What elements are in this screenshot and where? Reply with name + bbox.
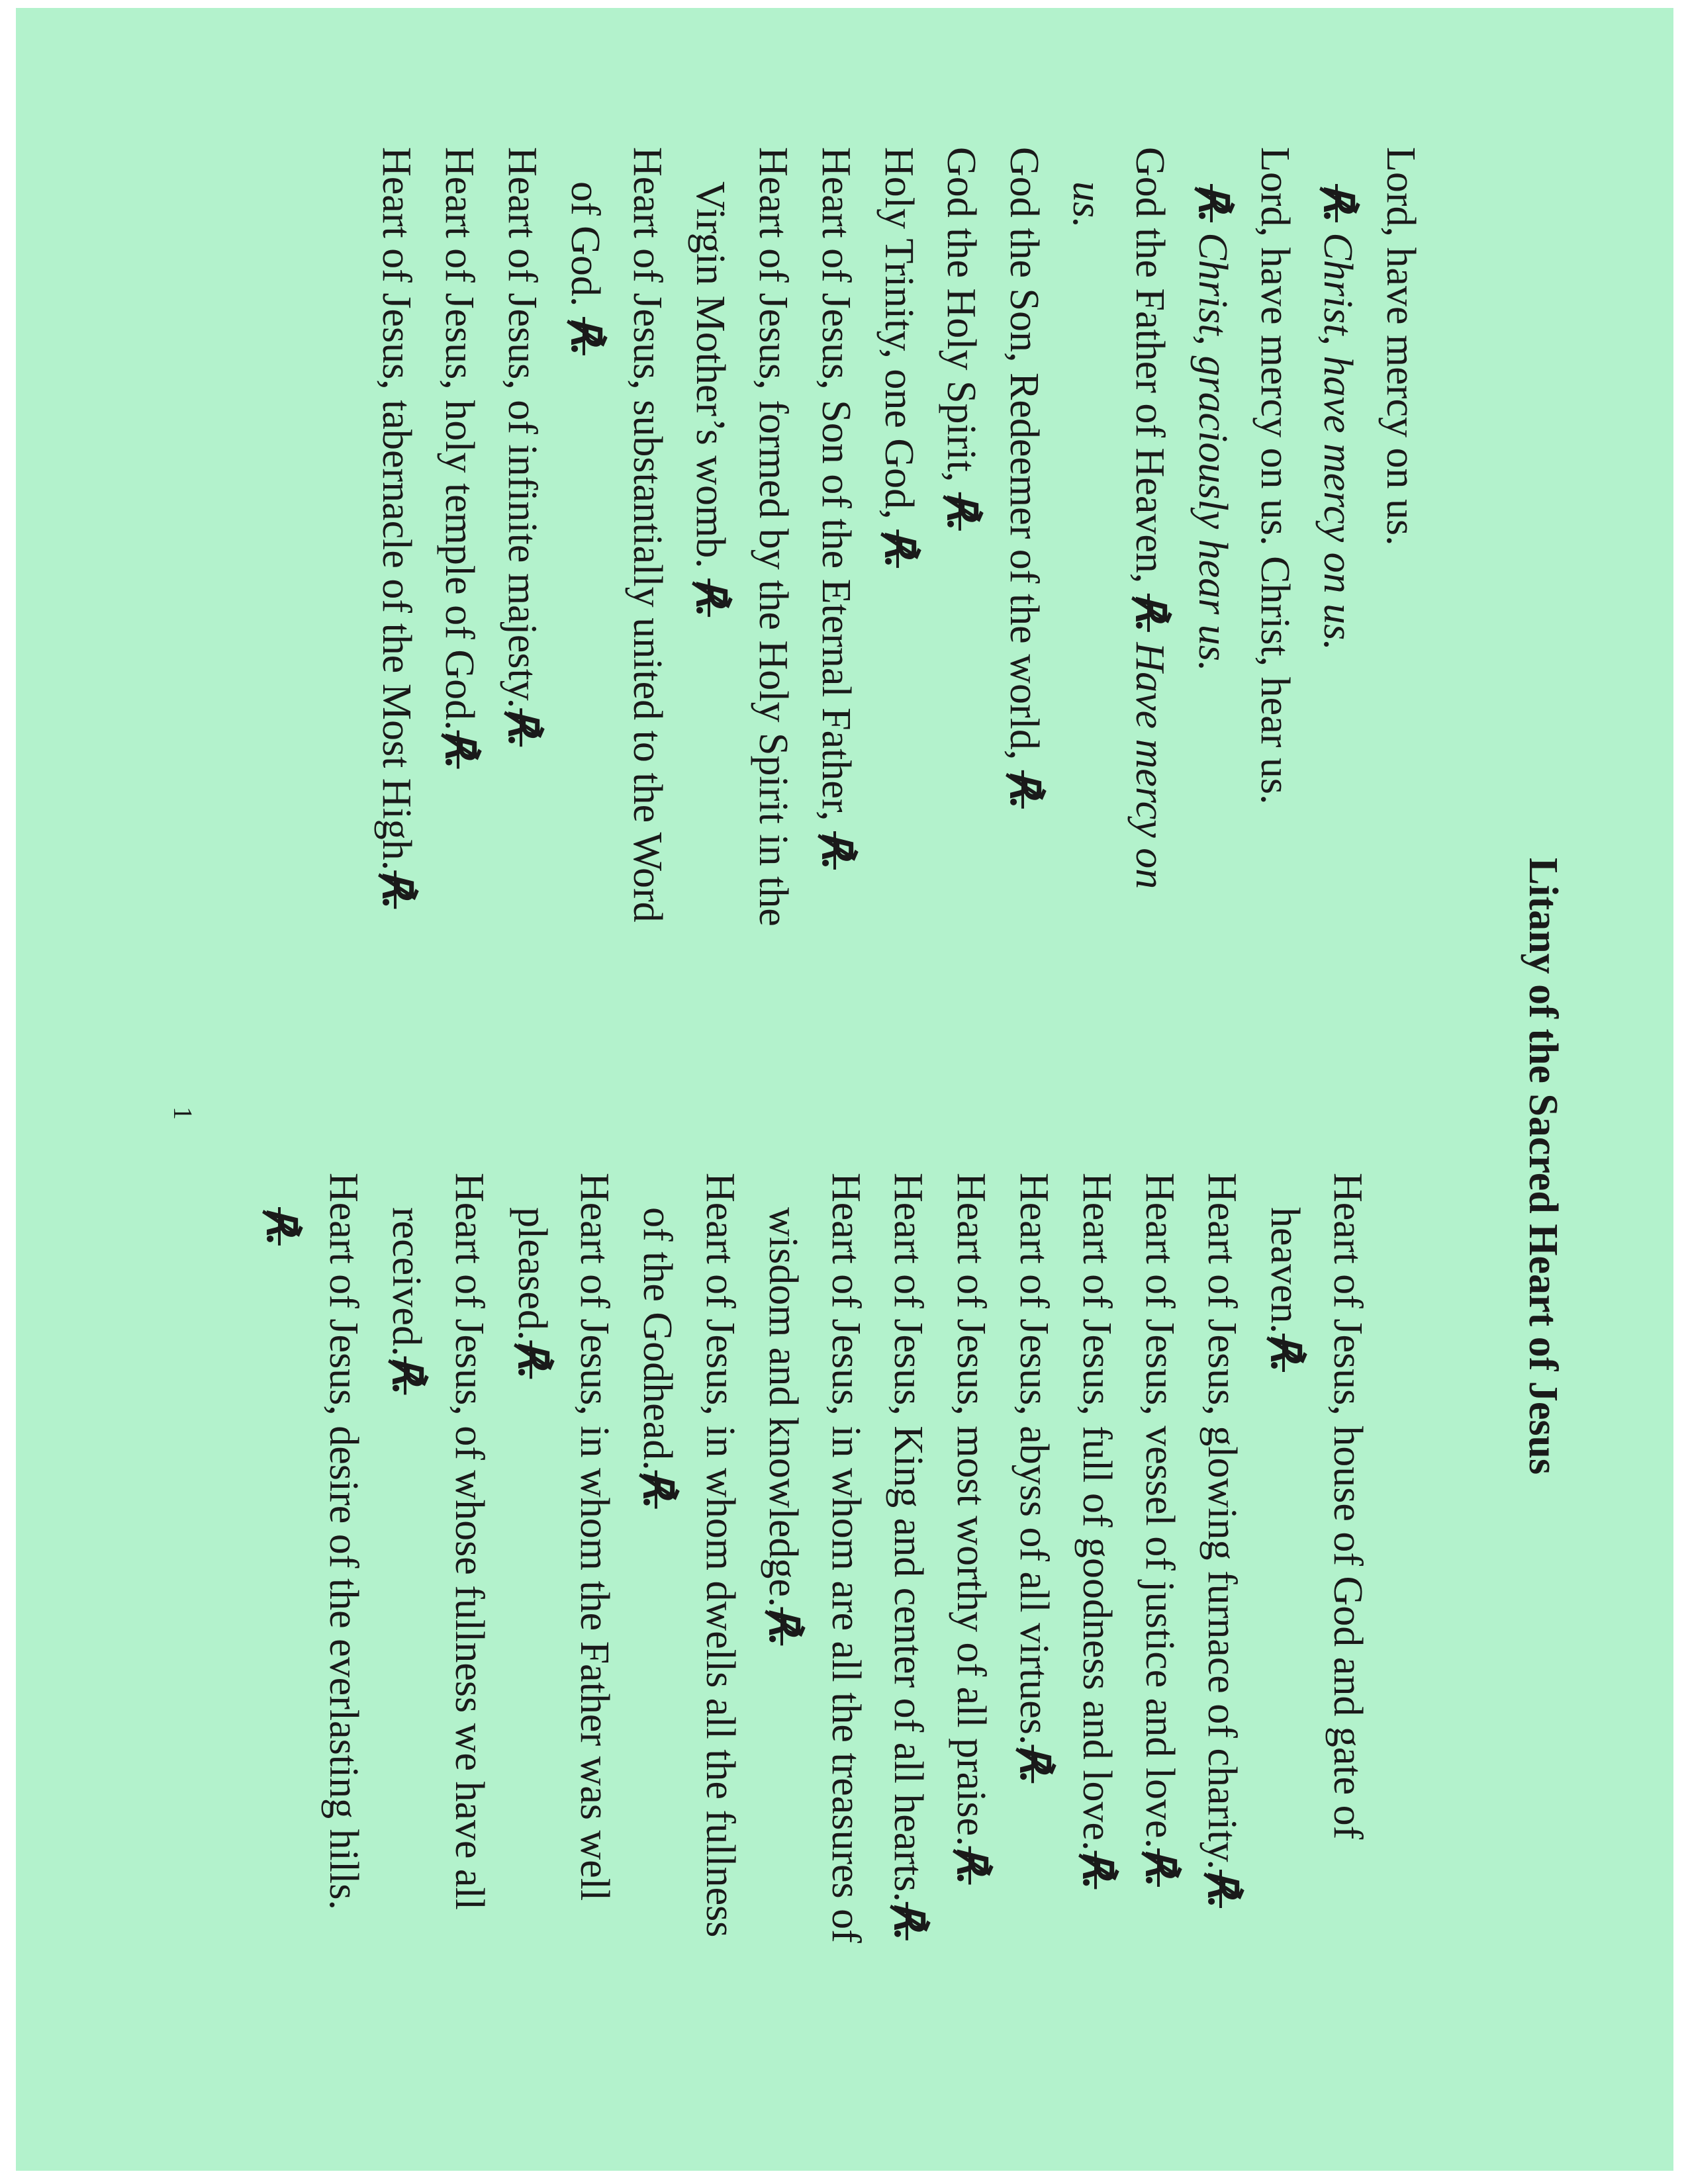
litany-line	[312, 1173, 375, 2099]
litany-line	[939, 1173, 1002, 2099]
response-mark: ℟.	[1262, 1334, 1308, 1372]
litany-line	[1181, 147, 1244, 1126]
litany-line	[688, 1173, 751, 2099]
line-text: Heart of Jesus, holy temple of God.	[437, 147, 483, 731]
line-text: Heart of Jesus, substantially united to the Word	[625, 147, 671, 923]
response-mark: ℟.	[813, 831, 859, 870]
line-text: wisdom and knowledge.	[760, 1207, 806, 1608]
litany-line	[877, 1173, 940, 2099]
litany-line	[438, 1173, 500, 2099]
litany-line	[1065, 1173, 1128, 2099]
line-text: received.	[384, 1207, 430, 1357]
litany-line	[616, 147, 679, 1126]
line-text: Holy Trinity, one God,	[876, 147, 921, 520]
line-text: Heart of Jesus, in whom dwells all the fullness	[698, 1173, 743, 1938]
response-mark: ℟.	[1315, 184, 1361, 222]
response-mark: ℟.	[1127, 593, 1172, 632]
litany-line	[992, 147, 1055, 1126]
response-mark: ℟.	[1011, 1745, 1057, 1784]
response-mark: ℟.	[939, 492, 984, 531]
response-mark: ℟.	[562, 316, 608, 355]
left-column	[365, 147, 1432, 1126]
response-mark: ℟.	[258, 1207, 304, 1246]
response-mark: ℟.	[384, 1356, 430, 1395]
litany-line	[751, 1173, 814, 2099]
response-mark: ℟.	[1199, 1870, 1245, 1908]
line-text: of the Godhead.	[635, 1207, 680, 1471]
page-title: Litany of the Sacred Heart of Jesus	[1521, 857, 1566, 1475]
response-mark: ℟.	[949, 1846, 994, 1885]
response-mark: ℟.	[1190, 184, 1235, 222]
line-text: Heart of Jesus, glowing furnace of charity.	[1199, 1173, 1245, 1870]
page-number: 1	[168, 1107, 198, 1120]
litany-line	[1191, 1173, 1254, 2099]
litany-line	[679, 147, 741, 1126]
response-mark: ℟.	[1137, 1848, 1182, 1887]
line-text: God the Son, Redeemer of the world,	[1002, 147, 1047, 760]
response-text: Have mercy on	[1127, 642, 1172, 889]
line-text: Heart of Jesus, house of God and gate of	[1325, 1173, 1370, 1840]
litany-line	[1244, 147, 1307, 1126]
litany-line	[867, 147, 930, 1126]
litany-line	[1055, 147, 1118, 1126]
response-text: Christ, have mercy on us.	[1315, 232, 1361, 651]
response-mark: ℟.	[688, 578, 733, 617]
litany-line	[1118, 147, 1181, 1126]
line-text: God the Holy Spirit,	[939, 147, 984, 482]
litany-line	[428, 147, 491, 1126]
line-text: Lord, have mercy on us.	[1378, 147, 1423, 546]
litany-line	[804, 147, 867, 1126]
litany-line	[1128, 1173, 1191, 2099]
litany-line	[1306, 147, 1369, 1126]
response-mark: ℟.	[886, 1901, 931, 1940]
line-text: of God.	[562, 181, 608, 307]
line-text: Heart of Jesus, desire of the everlasting hills.	[321, 1173, 367, 1910]
litany-line	[553, 147, 616, 1126]
litany-line	[365, 147, 428, 1126]
line-text: God the Father of Heaven,	[1127, 147, 1172, 584]
response-mark: ℟.	[1074, 1850, 1119, 1889]
line-text: Heart of Jesus, in whom are all the treasures of	[823, 1173, 868, 1943]
line-text: pleased.	[509, 1207, 555, 1341]
response-mark: ℟.	[760, 1607, 806, 1646]
line-text: Heart of Jesus, vessel of justice and love.	[1137, 1173, 1182, 1849]
rotated-content	[16, 8, 1673, 2171]
litany-line	[626, 1173, 688, 2099]
line-text: Heart of Jesus, abyss of all virtues.	[1011, 1173, 1057, 1745]
response-mark: ℟.	[437, 730, 483, 769]
response-mark: ℟.	[374, 870, 420, 909]
litany-line	[500, 1173, 563, 2099]
line-text: Heart of Jesus, formed by the Holy Spirit in the	[751, 147, 796, 927]
litany-line	[930, 147, 993, 1126]
line-text: Heart of Jesus, tabernacle of the Most High.	[374, 147, 420, 871]
response-text: us.	[1064, 181, 1110, 228]
right-column	[250, 1173, 1379, 2099]
litany-line	[741, 147, 804, 1126]
line-text: Lord, have mercy on us. Christ, hear us.	[1252, 147, 1298, 805]
litany-line	[814, 1173, 877, 2099]
line-text: Heart of Jesus, Son of the Eternal Father,	[813, 147, 859, 821]
litany-line	[375, 1173, 438, 2099]
line-text: Heart of Jesus, most worthy of all praise.	[949, 1173, 994, 1846]
line-text: Heart of Jesus, King and center of all hearts.	[886, 1173, 931, 1902]
response-text: Christ, graciously hear us.	[1190, 232, 1235, 672]
line-text: heaven.	[1262, 1207, 1308, 1334]
litany-line	[250, 1173, 312, 2099]
litany-line	[1002, 1173, 1065, 2099]
litany-sheet	[16, 8, 1673, 2171]
response-mark: ℟.	[1002, 770, 1047, 809]
litany-line	[1369, 147, 1432, 1126]
response-mark: ℟.	[876, 529, 921, 569]
line-text: Heart of Jesus, full of goodness and love.	[1074, 1173, 1119, 1851]
response-mark: ℟.	[499, 708, 545, 747]
litany-line	[1253, 1173, 1316, 2099]
litany-line	[563, 1173, 626, 2099]
line-text: Virgin Mother’s womb.	[688, 181, 733, 569]
response-mark: ℟.	[509, 1340, 555, 1379]
response-mark: ℟.	[635, 1470, 680, 1509]
litany-line	[491, 147, 553, 1126]
line-text: Heart of Jesus, of infinite majesty.	[499, 147, 545, 709]
litany-line	[1316, 1173, 1379, 2099]
line-text: Heart of Jesus, in whom the Father was well	[572, 1173, 618, 1901]
line-text: Heart of Jesus, of whose fullness we have all	[446, 1173, 492, 1910]
